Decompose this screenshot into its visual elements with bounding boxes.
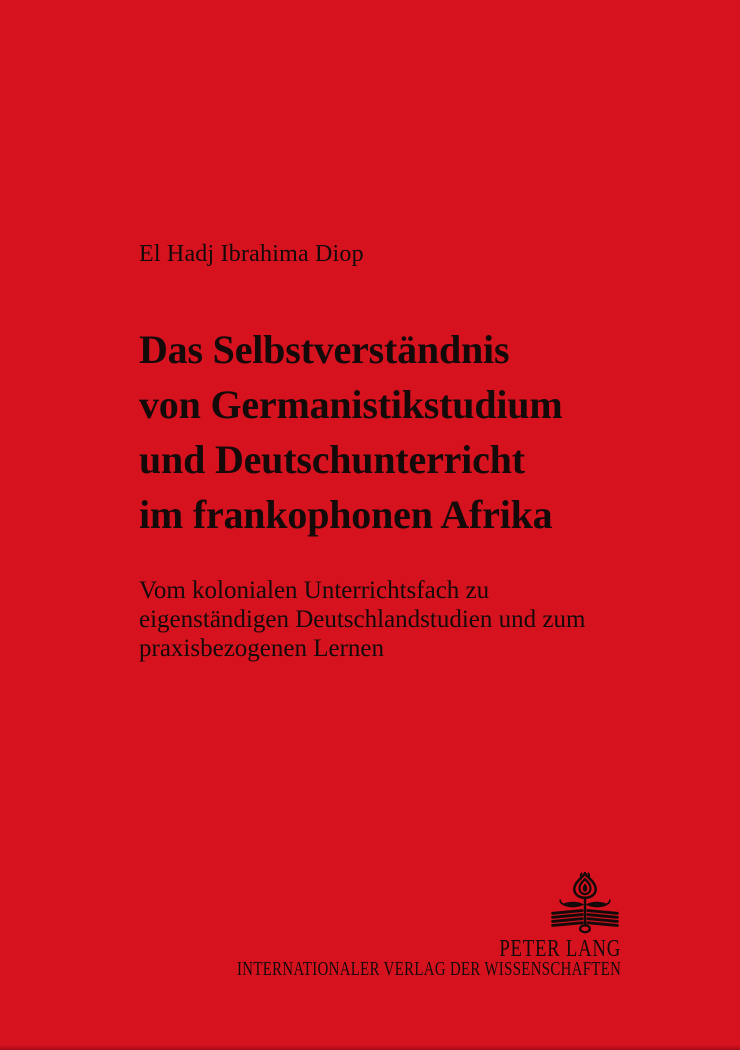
title-line: im frankophonen Afrika	[139, 492, 553, 537]
subtitle-line: Vom kolonialen Unterrichtsfach zu	[139, 577, 490, 604]
author-name: El Hadj Ibrahima Diop	[139, 241, 364, 267]
subtitle-line: eigenständigen Deutschlandstudien und zum	[139, 606, 586, 633]
peter-lang-flame-book-logo-icon	[549, 872, 621, 934]
publisher-tagline-text: INTERNATIONALER VERLAG DER WISSENSCHAFTEN	[236, 958, 621, 980]
book-title	[139, 322, 562, 542]
title-line: und Deutschunterricht	[139, 437, 525, 482]
title-line: Das Selbstverständnis	[139, 327, 510, 372]
subtitle-line: praxisbezogenen Lernen	[139, 635, 385, 662]
title-line: von Germanistikstudium	[139, 382, 563, 427]
publisher-tagline	[102, 959, 621, 979]
publisher-name-text: PETER LANG	[499, 936, 621, 962]
book-subtitle	[139, 576, 585, 663]
